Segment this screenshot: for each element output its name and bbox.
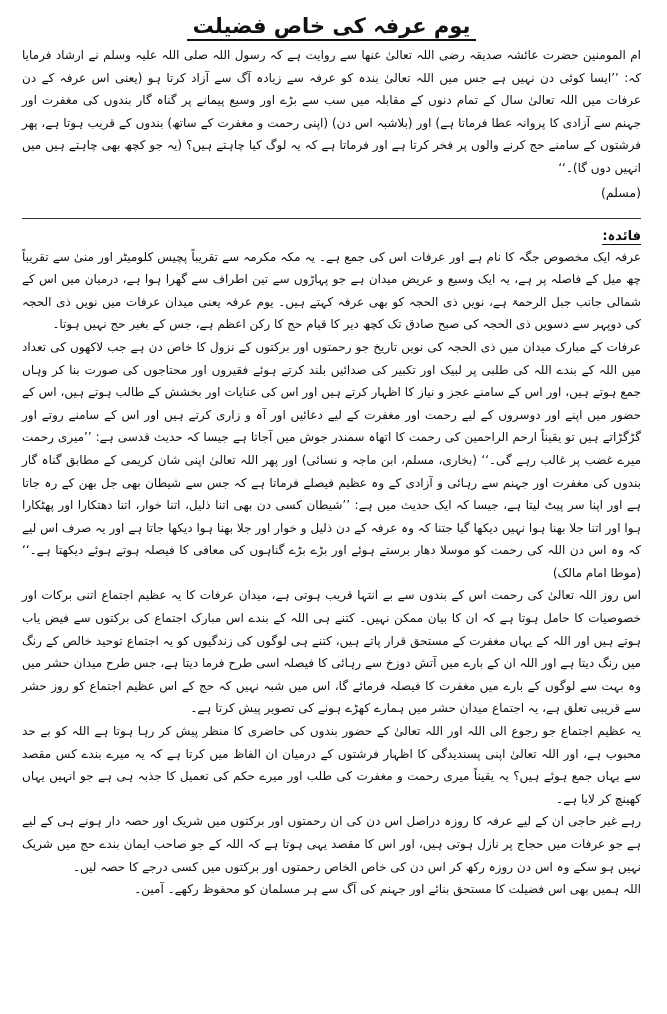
hadith-reference: (مسلم) [600, 184, 641, 200]
body-paragraph: رہے غیر حاجی ان کے لیے عرفہ کا روزہ دراصل اس دن کی ان رحمتوں اور برکتوں میں شریک اور حصہ دار ہونے ہی کے لیے ہے جو عرفات میں حجاج پر نازل ہوتی ہیں، اور اس کا مقصد یہی ہوتا ہے کہ اللہ کے جو صاحب ایمان بندے حج میں شریک نہیں ہو سکے وہ اس دن روزہ رکھ کر اس دن کی خاص الخاص رحمتوں اور برکتوں میں کسی درجے کا حصہ لیں۔ [22, 814, 641, 874]
faida-label [22, 229, 641, 244]
section-divider [22, 218, 641, 219]
faida-label-text: فائدہ: [602, 228, 641, 244]
closing-prayer: اللہ ہمیں بھی اس فضیلت کا مستحق بنائے اور جہنم کی آگ سے ہر مسلمان کو محفوظ رکھے۔ آمین۔ [134, 882, 641, 897]
hadith-paragraph: ام المومنین حضرت عائشہ صدیقہ رضی اللہ تعالیٰ عنھا سے روایت ہے کہ رسول اللہ صلی اللہ علیہ وسلم نے ارشاد فرمایا کہ: ’’ایسا کوئی دن نہیں ہے جس میں اللہ تعالیٰ بندہ کو عرفہ سے زیادہ آگ سے آزاد کرتا ہو (یعنی اس عرفہ کے دن عرفات میں اللہ تعالیٰ سال کے تمام دنوں کے مقابلہ میں سب سے بڑے اور وسیع پیمانے پر گناہ گار بندوں کی مغفرت اور جہنم سے آزادی کا پروانہ عطا فرماتا ہے) اور (بلاشبہ اس دن) (اپنی رحمت و مغفرت کے ساتھ) بندوں کے قریب ہوتا ہے، پھر فرشتوں کے سامنے حج کرنے والوں پر فخر کرتا ہے اور فرماتا ہے کہ یہ لوگ کیا چاہتے ہیں؟ (یہ جو کچھ بھی چاہتے ہیں میں انہیں دوں گا)۔‘‘ [22, 48, 641, 175]
document-title [22, 14, 641, 38]
body-paragraph: اس روز اللہ تعالیٰ کی رحمت اس کے بندوں سے بے انتہا قریب ہوتی ہے، میدان عرفات کا یہ عظیم اجتماع اتنی برکات اور خصوصیات کا حامل ہوتا ہے کہ ان کا بیان ممکن نہیں۔ کتنے ہی اللہ کے بندے اس مبارک اجتماع کی برکتوں سے فیض یاب ہوتے ہیں اور اللہ کے یہاں مغفرت کے مستحق قرار پاتے ہیں، کتنے ہی لوگوں کی زندگیوں کو یہ اجتماع توحید خالص کے رنگ میں رنگ دیتا ہے اور اللہ ان کے بارے میں آتش دوزخ سے رہائی کا فیصلہ اسی طرح فرما دیتا ہے، جس طرح میدان حشر میں وہ بہت سے لوگوں کے بارے میں مغفرت کا فیصلہ فرمائے گا، اس میں شبہ نہیں کہ حج کے اس عظیم اجتماع کو روز حشر سے قریبی تعلق ہے، یہ اجتماع میدان حشر میں ہمارے کھڑے ہونے کی تصویر پیش کرتا ہے۔ [22, 588, 641, 716]
body-paragraph: عرفہ ایک مخصوص جگہ کا نام ہے اور عرفات اس کی جمع ہے۔ یہ مکہ مکرمہ سے تقریباً پچیس کلومیٹر اور منیٰ سے تقریباً چھ میل کے فاصلہ پر ہے، یہ ایک وسیع و عریض میدان ہے جو پہاڑوں سے تین اطراف سے گھرا ہوا ہے، درمیان میں اس کے شمالی جانب جبل الرحمۃ ہے، نویں ذی الحجہ کو بھی عرفہ کہتے ہیں۔ یوم عرفہ یعنی میدان عرفات میں نویں ذی الحجہ کی دوپہر سے دسویں ذی الحجہ کی صبح صادق تک کچھ دیر کا قیام حج کا رکن اعظم ہے، جس کے بغیر حج نہیں ہوتا۔ [22, 249, 641, 332]
body-paragraph: عرفات کے مبارک میدان میں ذی الحجہ کی نویں تاریخ جو رحمتوں اور برکتوں کے نزول کا خاص دن ہے جب لاکھوں کی تعداد میں اللہ کے بندے اللہ کی طلبی پر لبیک اور تکبیر کی صدائیں بلند کرتے ہوئے فقیروں اور محتاجوں کی صورت بنا کر وہاں جمع ہوتے ہیں، اور اس کے سامنے عجز و نیاز کا اظہار کرتے ہیں اور اس کی عنایات اور بخشش کے طالب ہوتے ہیں، اس کے حضور میں اپنے اور دوسروں کے لیے رحمت اور مغفرت کے لیے دعائیں اور آہ و زاری کرتے ہیں اور اس کے سامنے روتے اور گڑگڑاتے ہیں تو یقیناً ارحم الراحمین کی رحمت کا اتھاہ سمندر جوش میں آجاتا ہے جیسا کہ حدیث قدسی ہے: ’’میری رحمت میرے غضب پر غالب رہے گی۔‘‘ (بخاری، مسلم، ابن ماجہ و نسائی) اور پھر اللہ تعالیٰ اپنی شان کریمی کے مطابق گناہ گار بندوں کی مغفرت اور جہنم سے رہائی و آزادی کے وہ عظیم فیصلے فرماتا ہے کہ جس سے شیطان بھی جل بھن کے رہ جاتا ہے اور اپنا سر پیٹ لیتا ہے، جیسا کہ ایک حدیث میں ہے: ’’شیطان کسی دن بھی اتنا ذلیل، اتنا خوار، اتنا دھتکارا اور پھٹکارا ہوا اور اتنا جلا بھنا ہوا نہیں دیکھا گیا جتنا کہ وہ عرفہ کے دن ذلیل و خوار اور جلا بھنا ہوا دیکھا جاتا ہے اور یہ صرف اس لیے کہ وہ اس دن اللہ کی رحمت کو موسلا دھار برستے ہوئے اور بڑے بڑے گناہوں کی معافی کا فیصلہ ہوتے ہوئے دیکھتا ہے۔‘‘ (موطا امام مالک) [22, 339, 641, 580]
body-paragraph: یہ عظیم اجتماع جو رجوع الی اللہ اور اللہ تعالیٰ کے حضور بندوں کی حاضری کا منظر پیش کر رہا ہوتا ہے اللہ کو بے حد محبوب ہے، اور اللہ تعالیٰ اپنی پسندیدگی کا اظہار فرشتوں کے درمیان ان الفاظ میں کرتا ہے کہ یہ میرے بندے کس مقصد سے یہاں جمع ہوئے ہیں؟ یہ یقیناً میری رحمت و مغفرت کی طلب اور میرے حکم کی تعمیل کا جذبہ ہی ہے جو انہیں یہاں کھینچ کر لایا ہے۔ [22, 724, 641, 806]
title-text: یوم عرفہ کی خاص فضیلت [187, 14, 477, 41]
